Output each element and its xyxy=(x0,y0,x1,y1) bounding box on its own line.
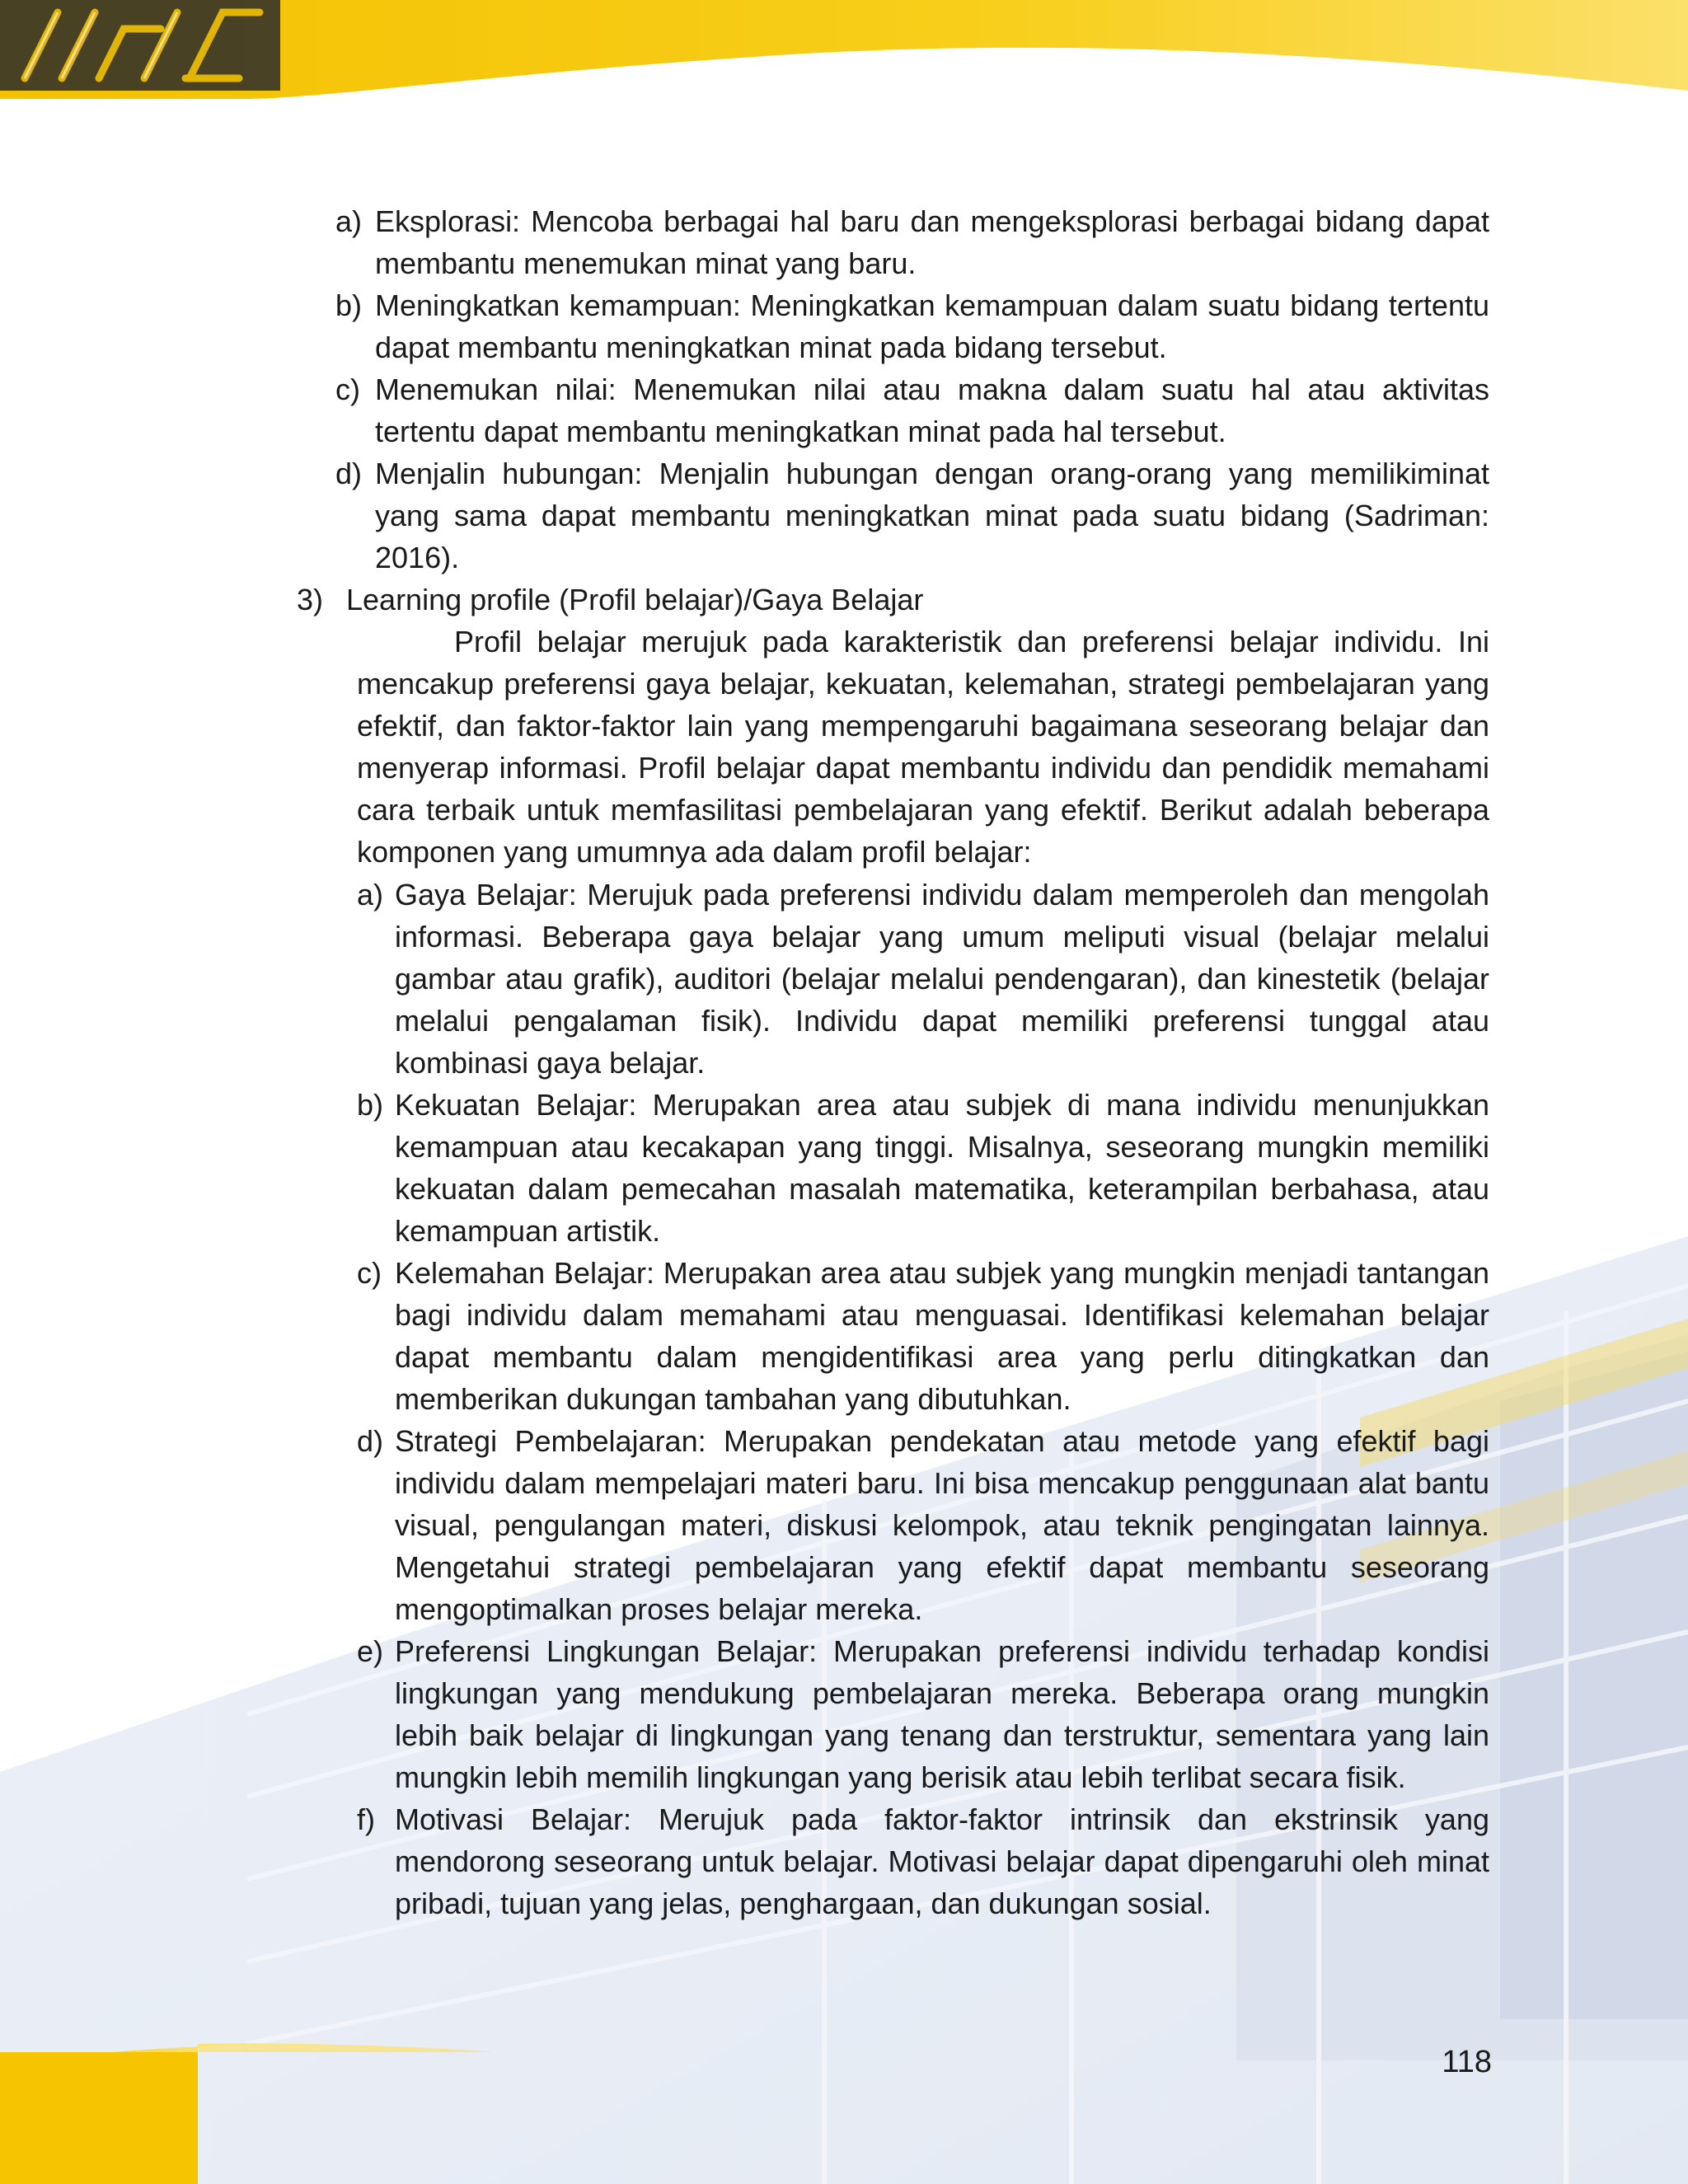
list-marker: c) xyxy=(357,1256,382,1290)
section-title: Learning profile (Profil belajar)/Gaya Belajar xyxy=(346,583,924,616)
section-intro: Profil belajar merujuk pada karakteristik dan preferensi belajar individu. Ini mencakup preferensi gaya belajar, kekuatan, kelemahan, strategi pembelajaran yang efektif, dan faktor-faktor lain yang mempengaruhi bagaimana seseorang belajar dan menyerap informasi. Profil belajar dapat membantu individu dan pendidik memahami cara terbaik untuk memfasilitasi pembelajaran yang efektif. Berikut adalah beberapa komponen yang umumnya ada dalam profil belajar: xyxy=(357,625,1489,869)
list-item xyxy=(335,284,1489,368)
list-item xyxy=(357,1084,1489,1252)
list-marker: a) xyxy=(357,878,384,912)
list-marker: a) xyxy=(335,204,363,238)
list-marker: d) xyxy=(357,1424,384,1458)
list-item-text: Meningkatkan kemampuan: Meningkatkan kemampuan dalam suatu bidang tertentu dapat membantu meningkatkan minat pada bidang tersebut. xyxy=(375,288,1489,364)
list-item-text: Eksplorasi: Mencoba berbagai hal baru dan mengeksplorasi berbagai bidang dapat membantu menemukan minat yang baru. xyxy=(375,204,1489,280)
list-item xyxy=(357,1798,1489,1924)
list-item xyxy=(357,1420,1489,1630)
list-item-text: Motivasi Belajar: Merujuk pada faktor-faktor intrinsik dan ekstrinsik yang mendorong seseorang untuk belajar. Motivasi belajar dapat dipengaruhi oleh minat pribadi, tujuan yang jelas, penghargaan, dan dukungan sosial. xyxy=(395,1802,1489,1920)
list-item-text: Menemukan nilai: Menemukan nilai atau makna dalam suatu hal atau aktivitas tertentu dapat membantu meningkatkan minat pada hal tersebut. xyxy=(375,373,1489,448)
list-item xyxy=(335,368,1489,452)
section-number: 3) xyxy=(297,583,324,616)
list-marker: d) xyxy=(335,457,363,490)
list-marker: b) xyxy=(357,1088,384,1122)
list-item-text: Menjalin hubungan: Menjalin hubungan dengan orang-orang yang memilikiminat yang sama dapat membantu meningkatkan minat pada suatu bidang (Sadriman: 2016). xyxy=(375,457,1489,574)
list-marker: f) xyxy=(357,1802,375,1836)
page-number: 118 xyxy=(1442,2045,1492,2079)
list-item-text: Strategi Pembelajaran: Merupakan pendekatan atau metode yang efektif bagi individu dalam mempelajari materi baru. Ini bisa mencakup penggunaan alat bantu visual, pengulangan materi, diskusi kelompok, atau teknik pengingatan lainnya. Mengetahui strategi pembelajaran yang efektif dapat membantu seseorang mengoptimalkan proses belajar mereka. xyxy=(395,1424,1489,1626)
list-item xyxy=(335,452,1489,579)
list-item xyxy=(357,1630,1489,1798)
list-item-text: Kekuatan Belajar: Merupakan area atau subjek di mana individu menunjukkan kemampuan atau kecakapan yang tinggi. Misalnya, seseorang mungkin memiliki kekuatan dalam pemecahan masalah matematika, keterampilan berbahasa, atau kemampuan artistik. xyxy=(395,1088,1489,1248)
list-item-text: Preferensi Lingkungan Belajar: Merupakan preferensi individu terhadap kondisi lingkungan yang mendukung pembelajaran mereka. Beberapa orang mungkin lebih baik belajar di lingkungan yang tenang dan terstruktur, sementara yang lain mungkin lebih memilih lingkungan yang berisik atau lebih terlibat secara fisik. xyxy=(395,1634,1489,1794)
list-item-text: Kelemahan Belajar: Merupakan area atau subjek yang mungkin menjadi tantangan bagi individu dalam memahami atau menguasai. Identifikasi kelemahan belajar dapat membantu dalam mengidentifikasi area yang perlu ditingkatkan dan memberikan dukungan tambahan yang dibutuhkan. xyxy=(395,1256,1489,1416)
list-marker: b) xyxy=(335,288,363,322)
list-item xyxy=(357,1252,1489,1420)
list-item-text: Gaya Belajar: Merujuk pada preferensi individu dalam memperoleh dan mengolah informasi. Beberapa gaya belajar yang umum meliputi visual (belajar melalui gambar atau grafik), auditori (belajar melalui pendengaran), dan kinestetik (belajar melalui pengalaman fisik). Individu dapat memiliki preferensi tunggal atau kombinasi gaya belajar. xyxy=(395,878,1489,1080)
list-item xyxy=(357,874,1489,1084)
list-item xyxy=(335,200,1489,284)
list-marker: c) xyxy=(335,373,360,406)
list-marker: e) xyxy=(357,1634,384,1668)
